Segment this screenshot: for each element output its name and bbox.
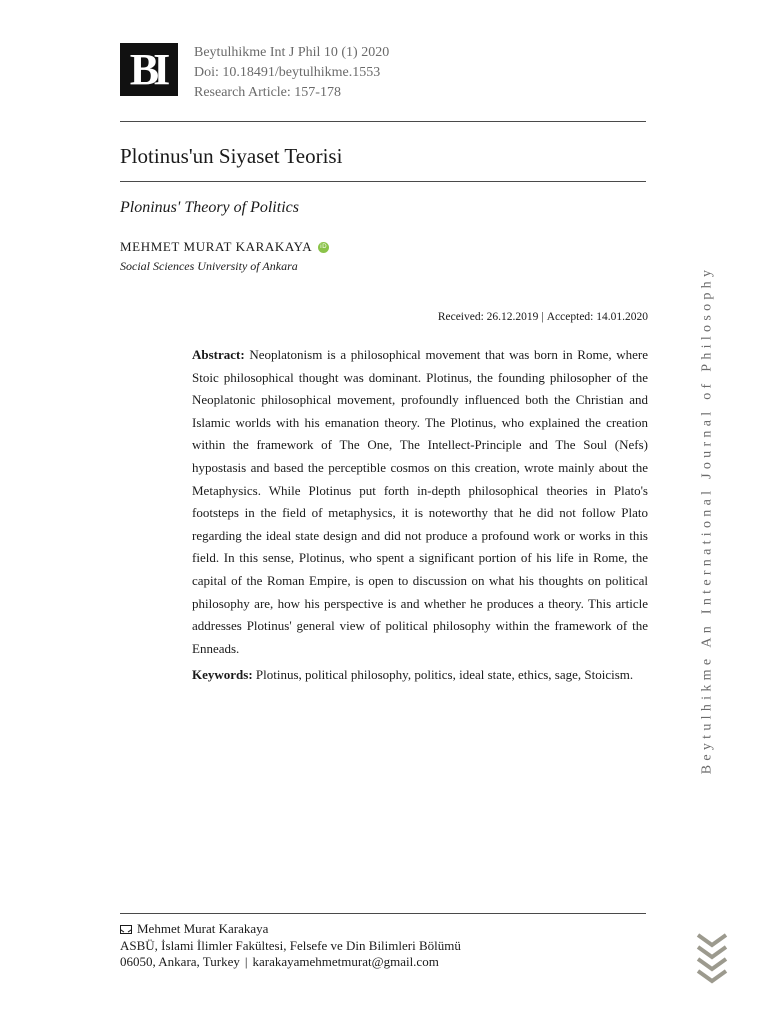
journal-citation: Beytulhikme Int J Phil 10 (1) 2020 — [194, 45, 390, 60]
correspondence — [120, 921, 461, 971]
divider-top — [120, 121, 646, 122]
correspondence-email[interactable]: karakayamehmetmurat@gmail.com — [252, 954, 439, 969]
envelope-icon — [120, 925, 132, 934]
date-separator: | — [541, 311, 544, 323]
correspondence-address: ASBÜ, İslami İlimler Fakültesi, Felsefe ve Din Bilimleri Bölümü — [120, 937, 461, 953]
author-affiliation: Social Sciences University of Ankara — [120, 259, 298, 273]
correspondence-city-line — [120, 954, 461, 971]
article-subtitle: Ploninus' Theory of Politics — [120, 199, 299, 216]
author-name: MEHMET MURAT KARAKAYA — [120, 239, 313, 254]
accepted-date: Accepted: 14.01.2020 — [546, 311, 648, 323]
keywords-paragraph — [192, 664, 648, 687]
correspondence-name: Mehmet Murat Karakaya — [137, 921, 269, 936]
orcid-icon[interactable]: iD — [318, 242, 329, 253]
correspondence-name-line — [120, 921, 461, 938]
abstract-text: Neoplatonism is a philosophical movement that was born in Rome, where Stoic philosophical thought was dominant. Plotinus, the founding philosopher of the Neoplatonic philosophical movement, profoundly influenced both the Christian and Islamic worlds with his emanation theory. The Plotinus, who explained the creation within the framework of The One, The Intellect-Principle and The Soul (Nefs) hypostasis and based the perceptible cosmos on this creation, wrote mainly about the Metaphysics. While Plotinus put forth in-depth philosophical theories in Plato's footsteps in the field of metaphysics, it is noteworthy that he did not follow Plato regarding the ideal state design and did not produce a profound work or works in this field. In this sense, Plotinus, who spent a significant portion of his life in Rome, the capital of the Roman Empire, is open to discussion on what his thoughts on political philosophy are, how his perspective is and whether he produces a theory. This article addresses Plotinus' general view of political philosophy within the framework of the Enneads. — [192, 347, 649, 656]
abstract-paragraph — [192, 344, 648, 660]
chevron-down-icon — [694, 933, 730, 985]
divider-footer — [120, 913, 646, 914]
keywords-label: Keywords: — [192, 667, 253, 683]
abstract-block — [192, 344, 648, 687]
correspondence-city: 06050, Ankara, Turkey — [120, 954, 240, 969]
keywords-text: Plotinus, political philosophy, politics, ideal state, ethics, sage, Stoicism. — [255, 667, 634, 683]
journal-meta — [194, 43, 389, 103]
doi: Doi: 10.18491/beytulhikme.1553 — [194, 65, 381, 80]
article-title: Plotinus'un Siyaset Teorisi — [120, 144, 343, 168]
divider-title — [120, 181, 646, 182]
received-date: Received: 26.12.2019 — [437, 311, 539, 323]
journal-logo — [120, 43, 178, 96]
journal-side-title — [697, 242, 717, 797]
author-line — [120, 239, 329, 255]
logo-text: BI — [129, 44, 165, 94]
article-pages: Research Article: 157-178 — [194, 85, 341, 100]
abstract-label: Abstract: — [192, 347, 245, 362]
footer-separator: | — [244, 954, 248, 969]
article-dates — [438, 311, 648, 323]
side-title-text: Beytulhikme An International Journal of Philosophy — [699, 265, 715, 774]
